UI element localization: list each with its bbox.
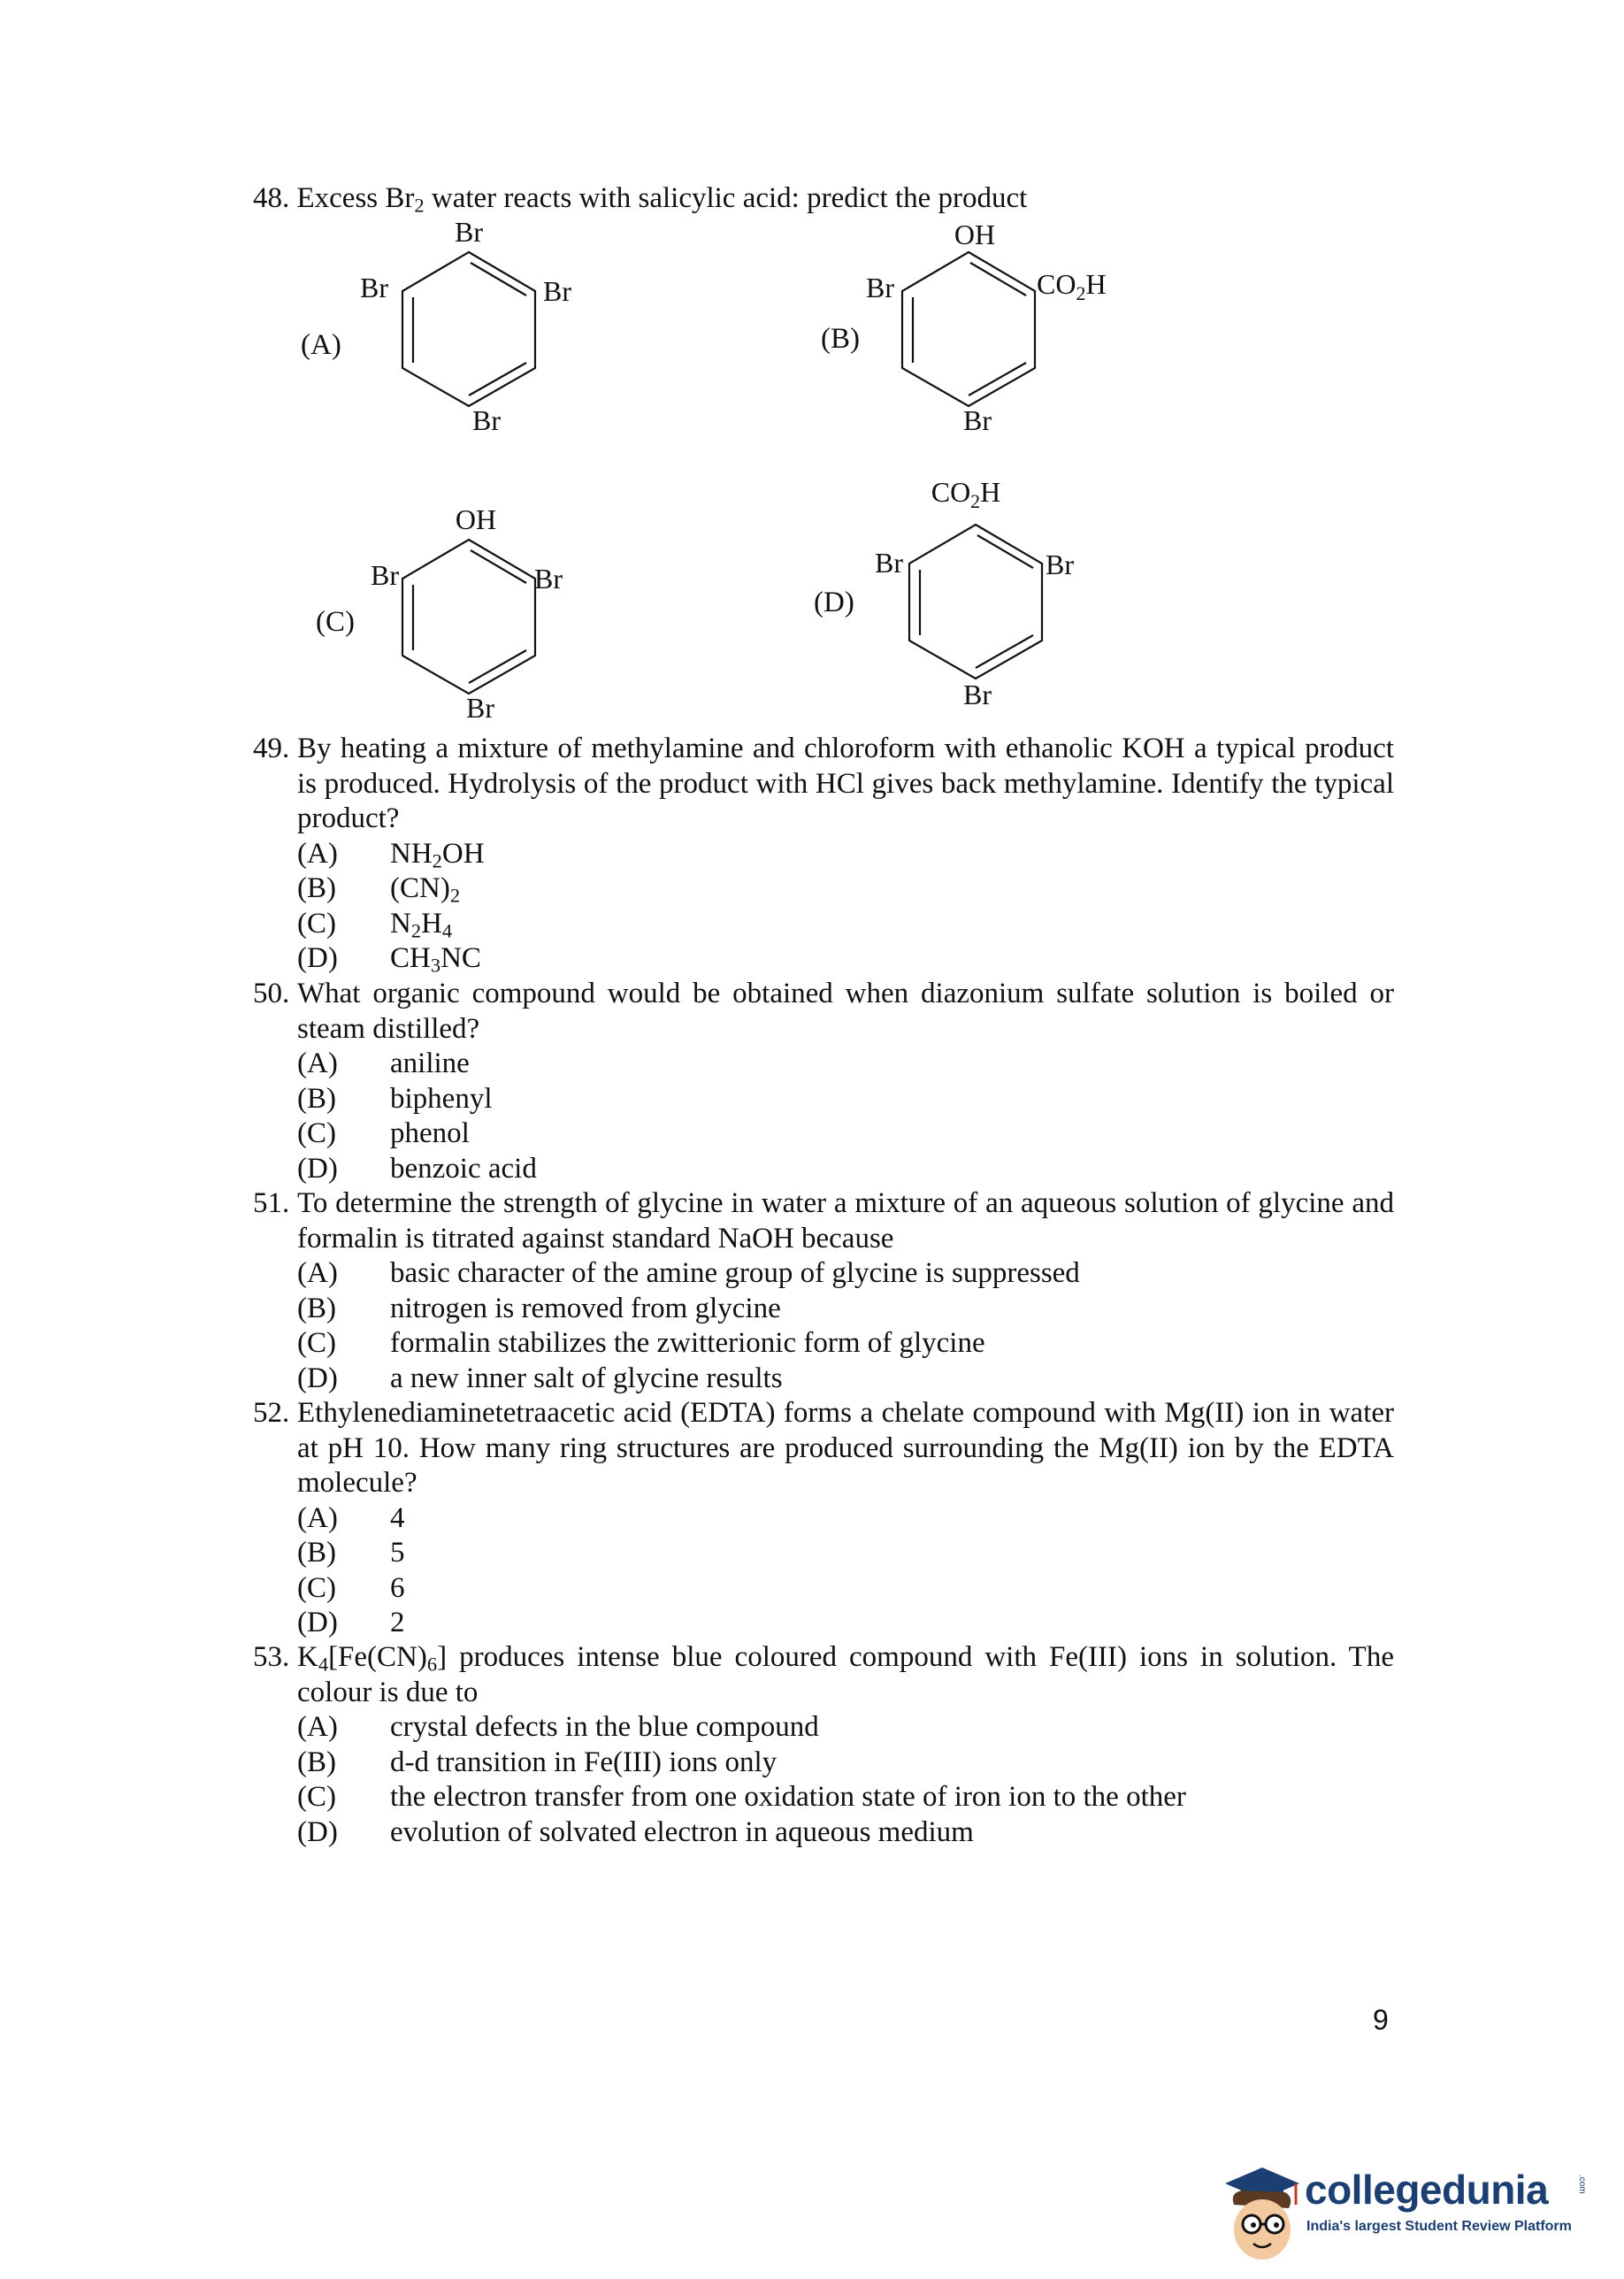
q48-d-bottom-substituent: Br bbox=[963, 679, 992, 710]
q48-option-b-label: (B) bbox=[821, 323, 860, 355]
question-number: 52. bbox=[253, 1397, 290, 1429]
benzene-ring-d bbox=[858, 478, 1097, 717]
answer-option: (A) crystal defects in the blue compound bbox=[297, 1711, 819, 1743]
answer-option: (D) evolution of solvated electron in aqueous medium bbox=[297, 1815, 974, 1848]
question-50 bbox=[253, 977, 1394, 1186]
brand-tagline: India's largest Student Review Platform bbox=[1306, 2219, 1572, 2234]
answer-option: (A) aniline bbox=[297, 1047, 470, 1079]
question-48-stem: 48. Excess $Br_2$ water reacts with salicylic acid: predict the product bbox=[253, 182, 1028, 217]
question-number: 50. bbox=[253, 978, 290, 1009]
q48-structure-d bbox=[858, 478, 1097, 717]
q48-b-bottom-substituent: Br bbox=[963, 404, 992, 436]
answer-option: (B) nitrogen is removed from glycine bbox=[297, 1292, 781, 1324]
question-stem: To determine the strength of glycine in water a mixture of an aqueous solution of glycine and formalin is titrated against standard NaOH because bbox=[297, 1187, 1394, 1255]
q48-c-right-substituent: Br bbox=[534, 563, 563, 595]
question-number: 51. bbox=[253, 1187, 290, 1219]
q48-c-bottom-substituent: Br bbox=[466, 692, 494, 724]
q48-b-right-substituent: $CO_2H$ bbox=[1037, 268, 1107, 304]
q48-option-c-label: (C) bbox=[316, 606, 355, 638]
q48-b-left-substituent: Br bbox=[866, 272, 894, 303]
question-stem: Ethylenediaminetetraacetic acid (EDTA) forms a chelate compound with Mg(II) ion in water at pH 10. How many ring structures are produced surrounding the Mg(II) ion by the EDTA molecule? bbox=[297, 1397, 1394, 1499]
question-51 bbox=[253, 1186, 1394, 1396]
q48-d-top-substituent: $CO_2H$ bbox=[931, 476, 1001, 512]
q48-a-bottom-substituent: Br bbox=[472, 404, 501, 436]
answer-option: (C) $N_2H_4$ bbox=[297, 907, 453, 942]
benzene-ring-b bbox=[849, 212, 1132, 442]
benzene-ring-c bbox=[363, 500, 593, 730]
answer-option: (B) biphenyl bbox=[297, 1082, 493, 1115]
q48-d-left-substituent: Br bbox=[875, 547, 903, 579]
question-stem: What organic compound would be obtained when diazonium sulfate solution is boiled or steam distilled? bbox=[297, 978, 1394, 1045]
benzene-ring-a bbox=[345, 212, 575, 442]
brand-domain: .com bbox=[1577, 2175, 1587, 2194]
question-stem: $K_4[Fe(CN)_6]$ produces intense blue coloured compound with Fe(III) ions in solution. The colour is due to bbox=[297, 1641, 1394, 1708]
question-stem: By heating a mixture of methylamine and chloroform with ethanolic KOH a typical product is produced. Hydrolysis of the product with HCl gives back methylamine. Identify the typical product? bbox=[297, 733, 1394, 834]
question-53 bbox=[253, 1640, 1394, 1850]
q48-b-top-substituent: OH bbox=[954, 219, 996, 250]
answer-option: (A) $NH_2OH$ bbox=[297, 837, 485, 872]
question-52 bbox=[253, 1396, 1394, 1641]
answer-option: (D) $CH_3NC$ bbox=[297, 942, 481, 977]
answer-option: (B) d-d transition in Fe(III) ions only bbox=[297, 1746, 778, 1778]
q48-a-left-substituent: Br bbox=[360, 272, 388, 303]
question-number: 49. bbox=[253, 733, 290, 764]
q48-c-top-substituent: OH bbox=[455, 503, 497, 535]
question-49 bbox=[253, 732, 1394, 977]
brand-name: collegedunia bbox=[1305, 2167, 1549, 2213]
answer-option: (C) phenol bbox=[297, 1117, 470, 1149]
q48-structure-b bbox=[849, 212, 1132, 442]
q48-c-left-substituent: Br bbox=[371, 559, 399, 591]
answer-option: (B) 5 bbox=[297, 1537, 405, 1569]
q48-a-right-substituent: Br bbox=[543, 275, 571, 307]
q48-d-right-substituent: Br bbox=[1046, 549, 1074, 580]
answer-option: (B) $(CN)_2$ bbox=[297, 872, 461, 907]
answer-option: (D) a new inner salt of glycine results bbox=[297, 1362, 783, 1394]
answer-option: (C) formalin stabilizes the zwitterionic form of glycine bbox=[297, 1327, 985, 1359]
q48-option-d-label: (D) bbox=[814, 587, 854, 618]
q48-a-top-substituent: Br bbox=[455, 216, 483, 248]
answer-option: (D) 2 bbox=[297, 1607, 405, 1638]
page-number: 9 bbox=[1373, 2004, 1389, 2036]
answer-option: (C) the electron transfer from one oxidation state of iron ion to the other bbox=[297, 1781, 1186, 1813]
q48-structure-c bbox=[363, 500, 593, 730]
answer-option: (D) benzoic acid bbox=[297, 1152, 537, 1185]
mascot-icon bbox=[1207, 2159, 1305, 2265]
q48-structure-a bbox=[345, 212, 575, 442]
q48-option-a-label: (A) bbox=[301, 329, 341, 361]
answer-option: (A) basic character of the amine group of glycine is suppressed bbox=[297, 1257, 1080, 1289]
answer-option: (C) 6 bbox=[297, 1571, 405, 1604]
question-number: 53. bbox=[253, 1641, 290, 1673]
answer-option: (A) 4 bbox=[297, 1501, 405, 1534]
collegedunia-logo[interactable] bbox=[1207, 2159, 1597, 2265]
